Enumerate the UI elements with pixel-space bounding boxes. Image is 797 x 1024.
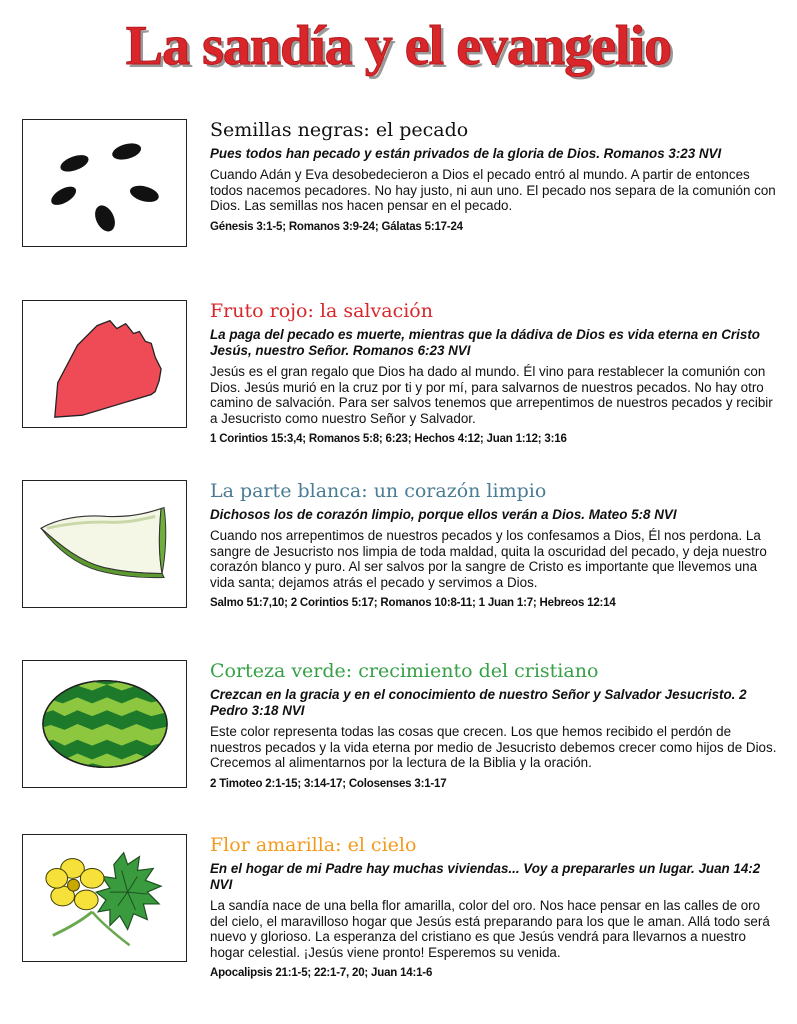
section-body: Jesús es el gran regalo que Dios ha dado al mundo. Él vino para restablecer la comunión con Dios. Jesús murió en la cruz por ti y por mí, para salvarnos de nuestros pecados. No hay otro camino de salvación. Para ser salvos tenemos que arrepentimos de nuestros pecados y recibir a Jesucristo como nuestro Señor y Salvador.	[210, 364, 773, 426]
section-verse: Crezcan en la gracia y en el conocimiento de nuestro Señor y Salvador Jesucristo. 2 Pedro 3:18 NVI	[210, 687, 747, 718]
section-body: Cuando nos arrepentimos de nuestros pecados y los confesamos a Dios, Él nos perdona. La sangre de Jesucristo nos limpia de toda maldad, quita la oscuridad del pecado, y deja nuestro corazón blanco y puro. Al ser salvos por la sangre de Cristo es importante que llevemos una vida santa; dejamos atrás el pecado y servimos a Dios.	[210, 528, 767, 590]
section-body: La sandía nace de una bella flor amarilla, color del oro. Nos hace pensar en las calles de oro del cielo, el maravilloso hogar que Jesús está preparando para los que le aman. Allá todo será nuevo y glorioso. La esperanza del cristiano es que Jesús vendrá para llevarnos a nuestro hogar celestial. ¡Jesús viene pronto! Esperemos su venida.	[210, 898, 770, 960]
red-fruit-image	[22, 300, 187, 428]
section-verse: Dichosos los de corazón limpio, porque ellos verán a Dios. Mateo 5:8 NVI	[210, 507, 677, 522]
section-references: 2 Timoteo 2:1-15; 3:14-17; Colosenses 3:1-17	[210, 777, 447, 790]
white-rind-image	[22, 480, 187, 608]
black-seeds-image	[22, 119, 187, 247]
yellow-flower-image	[22, 834, 187, 962]
section-verse: Pues todos han pecado y están privados de la gloria de Dios. Romanos 3:23 NVI	[210, 146, 722, 161]
page-title: La sandía y el evangelio	[125, 15, 672, 77]
section-verse: La paga del pecado es muerte, mientras que la dádiva de Dios es vida eterna en Cristo Jesús, nuestro Señor. Romanos 6:23 NVI	[210, 327, 760, 358]
section-references: Apocalipsis 21:1-5; 22:1-7, 20; Juan 14:1-6	[210, 967, 433, 980]
section-heading: Fruto rojo: la salvación	[210, 300, 433, 322]
section-body: Cuando Adán y Eva desobedecieron a Dios el pecado entró al mundo. A partir de entonces todos nacemos pecadores. No hay justo, ni aun uno. El pecado nos separa de la comunión con Dios. Las semillas nos hacen pensar en el pecado.	[210, 167, 776, 214]
section-body: Este color representa todas las cosas que crecen. Los que hemos recibido el perdón de nuestros pecados y la vida eterna por medio de Jesucristo debemos crecer como hijos de Dios. Crecemos al alimentarnos por la lectura de la Biblia y la oración.	[210, 724, 777, 771]
section-references: 1 Corintios 15:3,4; Romanos 5:8; 6:23; Hechos 4:12; Juan 1:12; 3:16	[210, 433, 567, 446]
section-heading: Semillas negras: el pecado	[210, 119, 469, 141]
green-watermelon-image	[22, 660, 187, 788]
section-references: Salmo 51:7,10; 2 Corintios 5:17; Romanos 10:8-11; 1 Juan 1:7; Hebreos 12:14	[210, 597, 616, 610]
section-verse: En el hogar de mi Padre hay muchas viviendas... Voy a prepararles un lugar. Juan 14:2 NVI	[210, 861, 761, 892]
section-heading: Corteza verde: crecimiento del cristiano	[210, 660, 599, 682]
section-heading: La parte blanca: un corazón limpio	[210, 480, 547, 502]
section-heading: Flor amarilla: el cielo	[210, 834, 417, 856]
section-references: Génesis 3:1-5; Romanos 3:9-24; Gálatas 5:17-24	[210, 220, 463, 233]
